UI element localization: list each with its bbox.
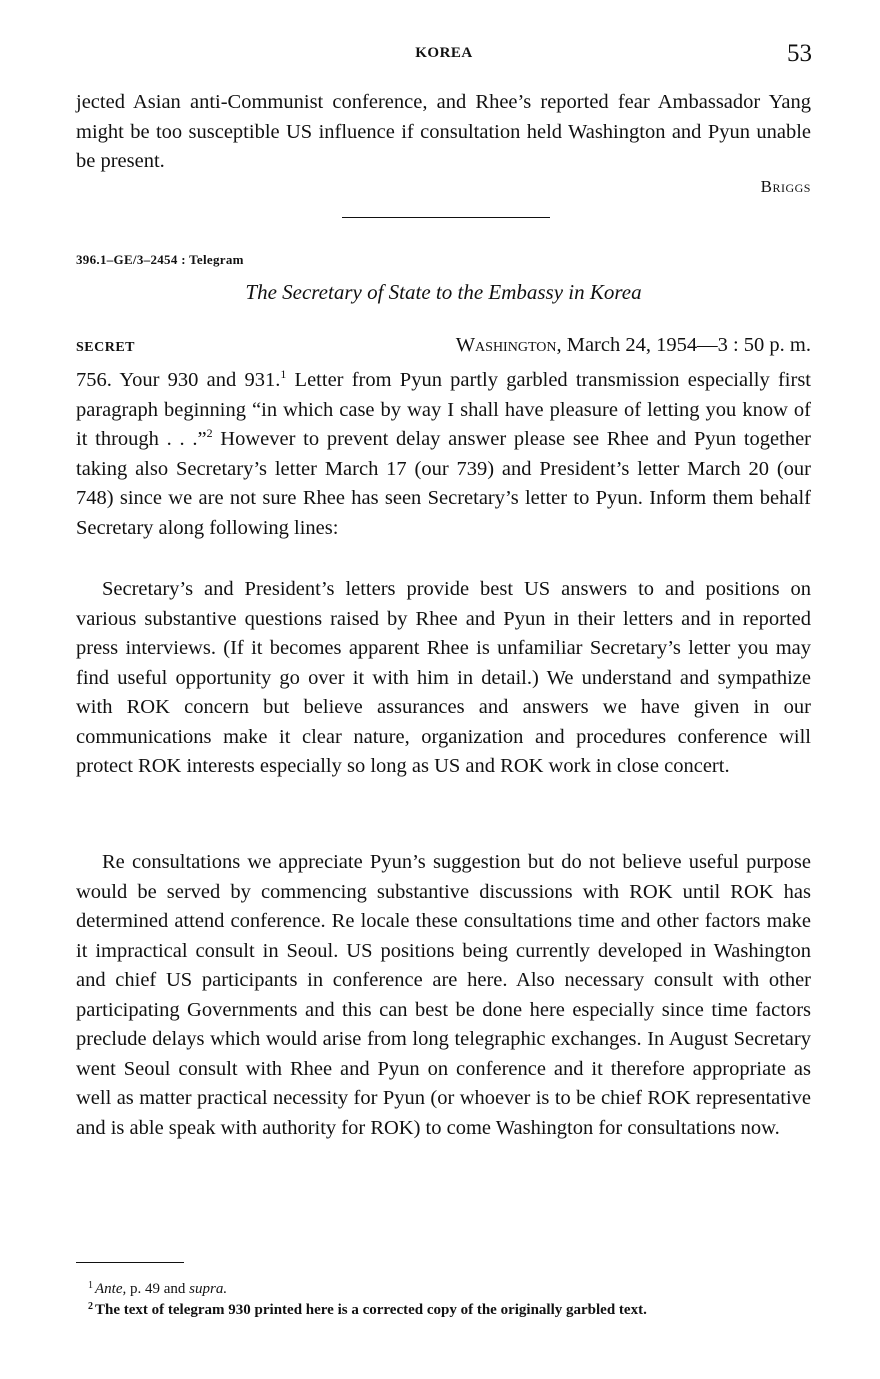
footnote-reference-1[interactable]: 1	[280, 367, 287, 381]
paragraph-text: However to prevent delay answer please see Rhee and Pyun together taking also Secretary’s letter March 17 (our 739) and President’s letter March 20 (our 748) since we are not sure Rhee has seen Secretary’s letter to Pyun. Inform them behalf Secretary along following lines:	[76, 428, 812, 539]
footnote-text: The text of telegram 930 printed here is a corrected copy of the originally garbled text.	[95, 1302, 647, 1318]
document-title: The Secretary of State to the Embassy in Korea	[245, 280, 642, 304]
signature: Briggs	[760, 177, 811, 196]
continuation-paragraph: jected Asian anti-Communist conference, and Rhee’s reported fear Ambassador Yang might be too susceptible US influence if consultation held Washington and Pyun unable be present.	[76, 91, 811, 172]
classification-label: SECRET	[76, 340, 136, 355]
dateline-date: , March 24, 1954—3 : 50 p. m.	[556, 334, 811, 356]
footnote-mark: 1	[88, 1280, 93, 1291]
running-title: KOREA	[415, 45, 473, 61]
running-head	[76, 40, 812, 70]
paragraph-text: Letter from Pyun partly garbled transmission especially first paragraph beginning “in which case by way I shall have pleasure of letting you know of it through . . .”	[76, 369, 811, 450]
footnote-1	[72, 1281, 812, 1297]
footnote-mark: 2	[88, 1301, 93, 1312]
dateline	[456, 334, 811, 357]
footnote-italic: supra.	[189, 1281, 228, 1297]
body-paragraph-1	[76, 366, 811, 543]
document-file-number: 396.1–GE/3–2454 : Telegram	[76, 252, 244, 267]
footnote-divider	[76, 1262, 184, 1263]
body-paragraph-2: Secretary’s and President’s letters provide best US answers to and positions on various substantive questions raised by Rhee and Pyun in their letters and in reported press interviews. (If it becomes apparent Rhee is unfamiliar Secretary’s letter you may find useful opportunity go over it with him in detail.) We understand and sympathize with ROK concern but believe assurances and answers we have given in our communications make it clear nature, organization and procedures conference will protect ROK interests especially so long as US and ROK work in close concert.	[76, 578, 811, 777]
dateline-place: Washington	[455, 334, 557, 356]
section-divider	[342, 217, 550, 218]
body-paragraph-3: Re consultations we appreciate Pyun’s suggestion but do not believe useful purpose would be served by commencing substantive discussions with ROK until ROK has determined attend conference. Re locale these consultations time and other factors make it impractical consult in Seoul. US positions being currently developed in Washington and chief US participants in conference are here. Also necessary consult with other participating Governments and this can best be done here especially since time factors preclude delays which would arise from long telegraphic exchanges. In August Secretary went Seoul consult with Rhee and Pyun on conference and it therefore appropriate as well as matter practical necessity for Pyun (or whoever is to be chief ROK representative and is able speak with authority for ROK) to come Washington for consultations now.	[76, 851, 811, 1139]
page-number: 53	[787, 40, 812, 67]
footnote-text: p. 49 and	[126, 1281, 190, 1297]
footnote-2	[72, 1302, 812, 1318]
footnote-reference-2[interactable]: 2	[206, 426, 213, 440]
footnote-italic: Ante,	[95, 1281, 127, 1297]
paragraph-text: 756. Your 930 and 931.	[76, 369, 281, 391]
